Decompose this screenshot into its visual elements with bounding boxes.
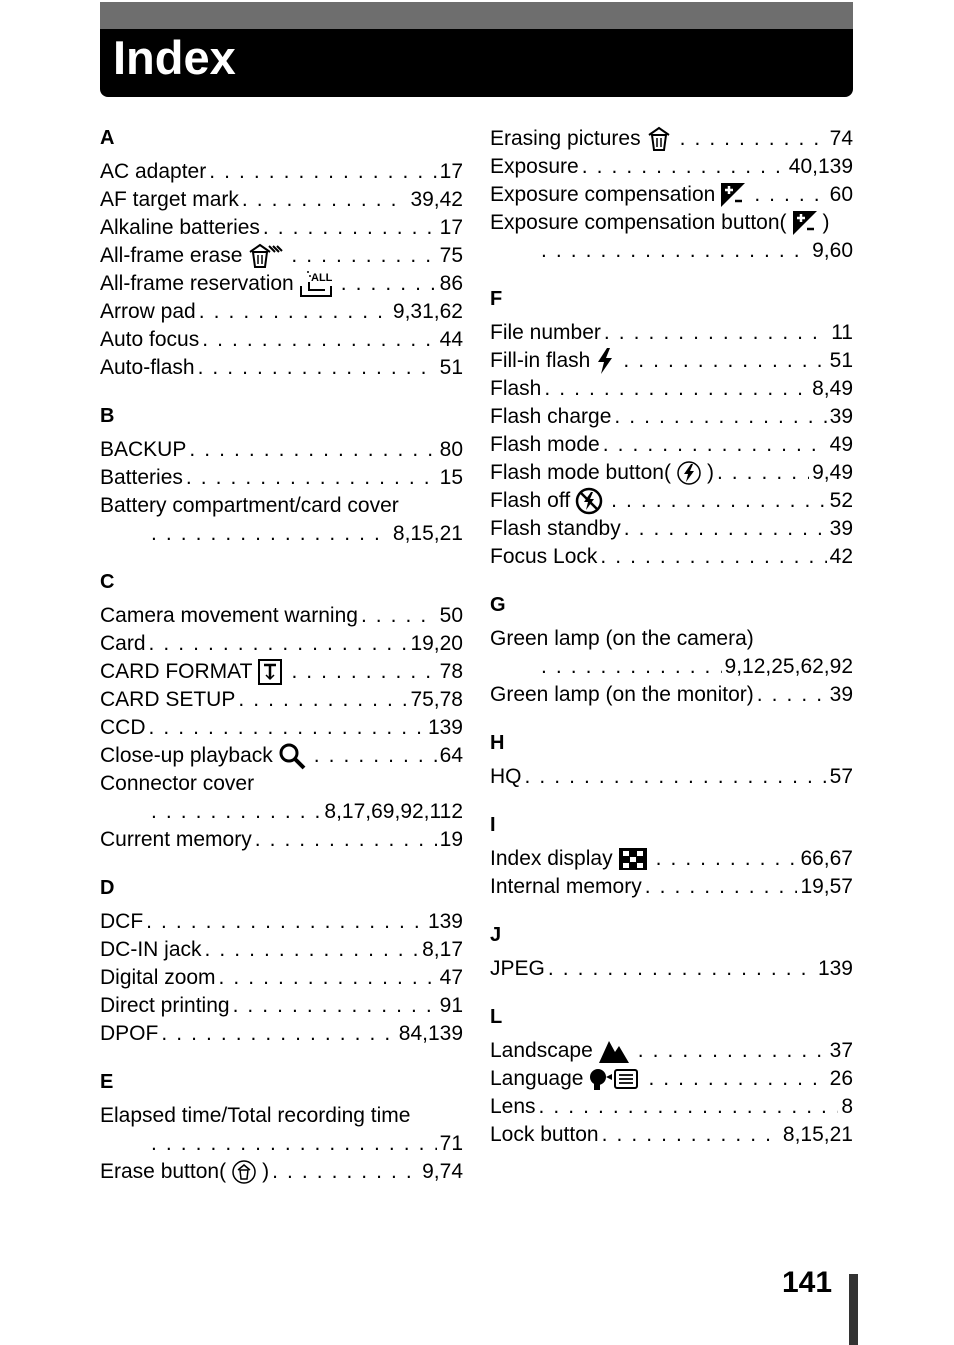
index-entry xyxy=(100,1158,463,1186)
entry-label: Connector cover xyxy=(100,772,255,795)
flash-button-icon xyxy=(676,460,702,486)
dot-leader xyxy=(648,1065,826,1093)
dot-leader xyxy=(623,347,826,375)
index-section xyxy=(490,812,853,901)
page-edge-bar xyxy=(849,1274,858,1345)
section-letter: F xyxy=(490,288,503,310)
entry-line xyxy=(490,1065,853,1093)
flash-bolt-icon xyxy=(595,347,615,375)
entry-line xyxy=(100,964,463,992)
entry-line xyxy=(490,845,853,873)
dot-leader xyxy=(149,630,408,658)
entry-label: Alkaline batteries xyxy=(100,216,260,239)
dot-leader xyxy=(146,908,425,936)
entry-pages: 17 xyxy=(439,160,463,183)
entry-line xyxy=(100,936,463,964)
entry-pages: 49 xyxy=(829,433,853,456)
index-entry xyxy=(100,158,463,186)
all-frame-erase-icon xyxy=(247,242,283,270)
index-entry xyxy=(100,826,463,854)
entry-line xyxy=(100,686,463,714)
entry-pages: 78 xyxy=(439,660,463,683)
dot-leader xyxy=(151,520,390,548)
entry-continuation xyxy=(100,798,463,826)
section-letter: A xyxy=(100,127,115,149)
entry-pages: 9,60 xyxy=(812,239,853,262)
index-entry xyxy=(100,714,463,742)
entry-line xyxy=(490,873,853,901)
entry-label: Index display xyxy=(490,847,613,870)
section-letter: I xyxy=(490,814,496,836)
dot-leader xyxy=(754,181,826,209)
landscape-icon xyxy=(598,1038,630,1064)
entry-pages: 80 xyxy=(439,438,463,461)
entry-line xyxy=(100,214,463,242)
index-section xyxy=(100,875,463,1048)
index-section xyxy=(490,1004,853,1149)
section-letter: J xyxy=(490,924,502,946)
exposure-compensation-icon xyxy=(720,182,746,208)
entry-pages: 39,42 xyxy=(410,188,463,211)
dot-leader xyxy=(263,214,437,242)
index-section xyxy=(490,730,853,791)
header-band xyxy=(100,2,853,29)
dot-leader xyxy=(541,653,722,681)
dot-leader xyxy=(314,742,437,770)
icon-parens: ( ) xyxy=(219,1158,269,1186)
entry-pages: 51 xyxy=(439,356,463,379)
entry-pages: 19,57 xyxy=(800,875,853,898)
entry-pages: 86 xyxy=(439,272,463,295)
entry-pages: 139 xyxy=(427,910,463,933)
dot-leader xyxy=(539,1093,839,1121)
entry-label: Card xyxy=(100,632,146,655)
entry-label: Language xyxy=(490,1067,584,1090)
entry-line xyxy=(490,403,853,431)
entry-pages: 8,49 xyxy=(812,377,853,400)
dot-leader xyxy=(600,543,826,571)
entry-label: Flash mode button xyxy=(490,461,664,484)
entry-line xyxy=(490,153,853,181)
index-entry xyxy=(100,354,463,382)
index-section xyxy=(100,125,463,382)
entry-line xyxy=(490,763,853,791)
entry-pages: 8,17,69,92,112 xyxy=(324,800,463,823)
dot-leader xyxy=(198,354,437,382)
index-entry xyxy=(100,186,463,214)
entry-pages: 75 xyxy=(439,244,463,267)
index-display-icon xyxy=(618,847,648,871)
entry-line xyxy=(490,319,853,347)
dot-leader xyxy=(603,431,827,459)
dot-leader xyxy=(199,298,390,326)
dot-leader xyxy=(255,826,437,854)
dot-leader xyxy=(638,1037,827,1065)
index-entry xyxy=(490,487,853,515)
index-entry xyxy=(490,763,853,791)
entry-label: Lens xyxy=(490,1095,536,1118)
entry-pages: 39 xyxy=(829,683,853,706)
index-entry xyxy=(490,403,853,431)
entry-label: File number xyxy=(490,321,601,344)
index-entry xyxy=(490,375,853,403)
entry-label: Erasing pictures xyxy=(490,127,641,150)
index-section xyxy=(490,125,853,265)
entry-label: Auto focus xyxy=(100,328,200,351)
entry-label: JPEG xyxy=(490,957,545,980)
index-entry xyxy=(100,1020,463,1048)
dot-leader xyxy=(645,873,798,901)
entry-label: BACKUP xyxy=(100,438,187,461)
page-title: Index xyxy=(113,31,236,84)
dot-leader xyxy=(189,436,436,464)
entry-pages: 74 xyxy=(829,127,853,150)
entry-line xyxy=(490,625,853,653)
entry-line xyxy=(490,181,853,209)
entry-label: Batteries xyxy=(100,466,183,489)
index-entry xyxy=(490,209,853,265)
dot-leader xyxy=(680,125,827,153)
entry-label: Internal memory xyxy=(490,875,642,898)
all-frame-reservation-icon xyxy=(299,270,333,298)
entry-label: Camera movement warning xyxy=(100,604,358,627)
index-column-left xyxy=(100,125,463,1207)
index-entry xyxy=(490,1121,853,1149)
entry-line xyxy=(100,298,463,326)
dot-leader xyxy=(205,936,420,964)
index-entry xyxy=(490,347,853,375)
entry-line xyxy=(490,1121,853,1149)
entry-pages: 51 xyxy=(829,349,853,372)
index-entry xyxy=(100,992,463,1020)
icon-parens: ( ) xyxy=(780,209,830,237)
dot-leader xyxy=(151,1130,437,1158)
dot-leader xyxy=(611,487,826,515)
index-entry xyxy=(490,873,853,901)
entry-line xyxy=(100,630,463,658)
entry-label: CARD FORMAT xyxy=(100,660,253,683)
erase-icon xyxy=(646,125,672,153)
entry-line xyxy=(100,186,463,214)
entry-line xyxy=(100,770,463,798)
entry-label: AC adapter xyxy=(100,160,207,183)
entry-pages: 15 xyxy=(439,466,463,489)
magnifier-icon xyxy=(278,742,306,770)
index-entry xyxy=(490,181,853,209)
section-letter: D xyxy=(100,877,115,899)
entry-pages: 52 xyxy=(829,489,853,512)
entry-line xyxy=(100,270,463,298)
index-entry xyxy=(100,270,463,298)
index-entry xyxy=(100,242,463,270)
dot-leader xyxy=(186,464,437,492)
entry-line xyxy=(100,158,463,186)
entry-pages: 8 xyxy=(841,1095,853,1118)
dot-leader xyxy=(272,1158,419,1186)
entry-pages: 75,78 xyxy=(410,688,463,711)
entry-pages: 91 xyxy=(439,994,463,1017)
entry-pages: 8,15,21 xyxy=(782,1123,853,1146)
index-entry xyxy=(490,1093,853,1121)
dot-leader xyxy=(291,242,436,270)
entry-line xyxy=(490,955,853,983)
dot-leader xyxy=(548,955,815,983)
index-section xyxy=(100,1069,463,1186)
index-entry xyxy=(490,1037,853,1065)
entry-line xyxy=(490,1037,853,1065)
entry-pages: 66,67 xyxy=(800,847,853,870)
card-format-icon xyxy=(257,658,283,686)
entry-line xyxy=(490,681,853,709)
index-entry xyxy=(100,658,463,686)
entry-label: All-frame erase xyxy=(100,244,243,267)
entry-label: Focus Lock xyxy=(490,545,598,568)
entry-pages: 84,139 xyxy=(398,1022,463,1045)
entry-label: Exposure compensation xyxy=(490,183,716,206)
index-entry xyxy=(100,464,463,492)
entry-pages: 9,74 xyxy=(422,1160,463,1183)
index-entry xyxy=(100,964,463,992)
entry-line xyxy=(490,431,853,459)
entry-label: CCD xyxy=(100,716,146,739)
dot-leader xyxy=(341,270,437,298)
entry-label: Current memory xyxy=(100,828,252,851)
entry-continuation xyxy=(100,520,463,548)
entry-continuation xyxy=(490,653,853,681)
dot-leader xyxy=(149,714,425,742)
dot-leader xyxy=(161,1020,395,1048)
entry-pages: 47 xyxy=(439,966,463,989)
dot-leader xyxy=(544,375,809,403)
flash-off-icon xyxy=(575,487,603,515)
entry-line xyxy=(490,209,853,237)
entry-line xyxy=(490,543,853,571)
erase-button-icon xyxy=(231,1159,257,1185)
section-letter: E xyxy=(100,1071,114,1093)
entry-line xyxy=(100,908,463,936)
index-entry xyxy=(100,326,463,354)
entry-label: Arrow pad xyxy=(100,300,196,323)
entry-line xyxy=(100,326,463,354)
index-entry xyxy=(490,845,853,873)
dot-leader xyxy=(717,459,809,487)
section-letter: G xyxy=(490,594,506,616)
entry-pages: 37 xyxy=(829,1039,853,1062)
entry-pages: 26 xyxy=(829,1067,853,1090)
dot-leader xyxy=(604,319,828,347)
entry-line xyxy=(100,742,463,770)
index-entry xyxy=(100,908,463,936)
entry-line xyxy=(490,487,853,515)
entry-pages: 44 xyxy=(439,328,463,351)
index-entry xyxy=(100,298,463,326)
entry-label: Lock button xyxy=(490,1123,599,1146)
index-entry xyxy=(100,214,463,242)
page-number: 141 xyxy=(782,1266,833,1299)
dot-leader xyxy=(291,658,436,686)
exposure-compensation-icon xyxy=(792,210,818,236)
dot-leader xyxy=(656,845,798,873)
entry-pages: 42 xyxy=(829,545,853,568)
language-icon xyxy=(588,1066,640,1092)
section-letter: C xyxy=(100,571,115,593)
entry-pages: 39 xyxy=(829,405,853,428)
entry-pages: 139 xyxy=(817,957,853,980)
entry-pages: 9,49 xyxy=(812,461,853,484)
entry-pages: 19 xyxy=(439,828,463,851)
entry-pages: 9,31,62 xyxy=(392,300,463,323)
entry-line xyxy=(100,992,463,1020)
entry-line xyxy=(490,375,853,403)
dot-leader xyxy=(219,964,437,992)
section-letter: H xyxy=(490,732,505,754)
index-entry xyxy=(490,543,853,571)
index-header xyxy=(100,2,853,97)
dot-leader xyxy=(202,326,436,354)
entry-line xyxy=(100,1102,463,1130)
entry-label: Close-up playback xyxy=(100,744,273,767)
index-column-right xyxy=(490,125,853,1170)
entry-label: All-frame reservation xyxy=(100,272,294,295)
index-entry xyxy=(100,436,463,464)
entry-label: Auto-flash xyxy=(100,356,195,379)
entry-pages: 8,17 xyxy=(422,938,463,961)
entry-line xyxy=(100,354,463,382)
entry-label: Elapsed time/Total recording time xyxy=(100,1104,411,1127)
dot-leader xyxy=(525,763,827,791)
index-section xyxy=(490,286,853,571)
entry-continuation xyxy=(100,1130,463,1158)
entry-line xyxy=(100,1158,463,1186)
index-entry xyxy=(100,936,463,964)
entry-line xyxy=(100,242,463,270)
dot-leader xyxy=(541,237,809,265)
index-section xyxy=(490,922,853,983)
entry-label: Digital zoom xyxy=(100,966,216,989)
entry-label: Flash off xyxy=(490,489,571,512)
entry-label: Landscape xyxy=(490,1039,593,1062)
entry-pages: 17 xyxy=(439,216,463,239)
entry-label: Direct printing xyxy=(100,994,230,1017)
icon-parens: ( ) xyxy=(664,459,714,487)
entry-line xyxy=(100,658,463,686)
entry-line xyxy=(100,436,463,464)
entry-line xyxy=(100,602,463,630)
entry-pages: 8,15,21 xyxy=(392,522,463,545)
index-entry xyxy=(100,492,463,548)
index-entry xyxy=(490,515,853,543)
index-section xyxy=(490,592,853,709)
entry-label: Flash mode xyxy=(490,433,600,456)
index-entry xyxy=(490,625,853,681)
dot-leader xyxy=(602,1121,780,1149)
entry-label: CARD SETUP xyxy=(100,688,236,711)
entry-pages: 139 xyxy=(427,716,463,739)
dot-leader xyxy=(757,681,827,709)
entry-pages: 11 xyxy=(831,321,853,344)
entry-pages: 71 xyxy=(439,1132,463,1155)
entry-label: Flash xyxy=(490,377,542,400)
section-letter: L xyxy=(490,1006,503,1028)
entry-pages: 57 xyxy=(829,765,853,788)
entry-line xyxy=(100,826,463,854)
entry-label: Flash standby xyxy=(490,517,621,540)
entry-label: Flash charge xyxy=(490,405,612,428)
index-entry xyxy=(490,681,853,709)
dot-leader xyxy=(361,602,437,630)
index-entry xyxy=(100,742,463,770)
entry-label: Battery compartment/card cover xyxy=(100,494,399,517)
entry-line xyxy=(100,714,463,742)
index-entry xyxy=(100,1102,463,1158)
index-entry xyxy=(100,686,463,714)
index-entry xyxy=(490,319,853,347)
index-entry xyxy=(490,431,853,459)
entry-line xyxy=(490,125,853,153)
entry-label: Erase button xyxy=(100,1160,220,1183)
entry-pages: 19,20 xyxy=(410,632,463,655)
index-entry xyxy=(490,1065,853,1093)
entry-pages: 50 xyxy=(439,604,463,627)
dot-leader xyxy=(624,515,827,543)
entry-pages: 60 xyxy=(829,183,853,206)
entry-label: DC-IN jack xyxy=(100,938,202,961)
dot-leader xyxy=(238,686,407,714)
entry-line xyxy=(100,464,463,492)
index-entry xyxy=(490,153,853,181)
dot-leader xyxy=(233,992,437,1020)
entry-line xyxy=(100,1020,463,1048)
entry-label: Green lamp (on the monitor) xyxy=(490,683,754,706)
entry-label: Exposure xyxy=(490,155,579,178)
index-section xyxy=(100,569,463,854)
dot-leader xyxy=(209,158,436,186)
svg-text:ALL: ALL xyxy=(310,272,333,284)
index-section xyxy=(100,403,463,548)
entry-pages: 64 xyxy=(439,744,463,767)
dot-leader xyxy=(151,798,321,826)
index-entry xyxy=(490,125,853,153)
entry-label: HQ xyxy=(490,765,522,788)
entry-line xyxy=(490,515,853,543)
entry-label: Green lamp (on the camera) xyxy=(490,627,754,650)
entry-pages: 39 xyxy=(829,517,853,540)
entry-pages: 40,139 xyxy=(788,155,853,178)
dot-leader xyxy=(242,186,408,214)
dot-leader xyxy=(614,403,826,431)
index-entry xyxy=(100,770,463,826)
entry-line xyxy=(490,459,853,487)
entry-line xyxy=(100,492,463,520)
index-entry xyxy=(490,459,853,487)
index-entry xyxy=(100,630,463,658)
entry-pages: 9,12,25,62,92 xyxy=(724,655,853,678)
entry-label: DPOF xyxy=(100,1022,159,1045)
entry-label: AF target mark xyxy=(100,188,239,211)
entry-line xyxy=(490,347,853,375)
entry-line xyxy=(490,1093,853,1121)
entry-label: DCF xyxy=(100,910,144,933)
entry-label: Exposure compensation button xyxy=(490,211,780,234)
dot-leader xyxy=(582,153,786,181)
index-entry xyxy=(490,955,853,983)
index-entry xyxy=(100,602,463,630)
entry-label: Fill-in flash xyxy=(490,349,591,372)
entry-continuation xyxy=(490,237,853,265)
section-letter: B xyxy=(100,405,115,427)
